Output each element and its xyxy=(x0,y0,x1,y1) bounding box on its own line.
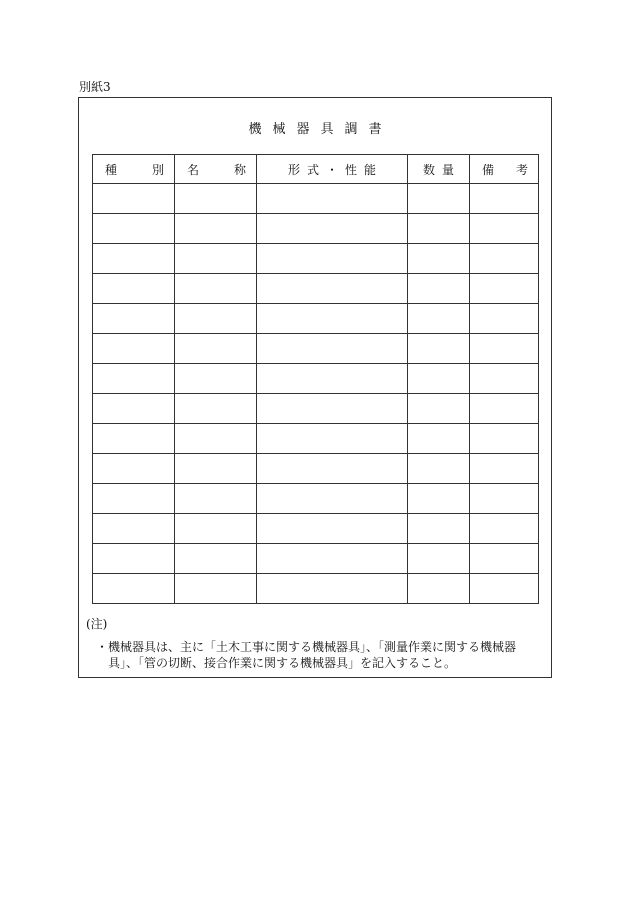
table-cell xyxy=(408,574,470,604)
table-cell xyxy=(470,214,539,244)
table-cell xyxy=(257,214,408,244)
table-cell xyxy=(93,364,175,394)
table-cell xyxy=(470,304,539,334)
table-cell xyxy=(175,544,257,574)
table-cell xyxy=(93,544,175,574)
table-cell xyxy=(93,454,175,484)
col-header-quantity-label: 数量 xyxy=(422,162,461,177)
table-cell xyxy=(175,304,257,334)
table-row xyxy=(93,484,539,514)
table-cell xyxy=(93,184,175,214)
table-cell xyxy=(470,184,539,214)
table-cell xyxy=(470,334,539,364)
table-row xyxy=(93,304,539,334)
table-cell xyxy=(257,304,408,334)
table-row xyxy=(93,514,539,544)
note-text: 機械器具は、主に「土木工事に関する機械器具」、「測量作業に関する機械器具」、「管の切断、接合作業に関する機械器具」を記入すること。 xyxy=(108,640,517,670)
table-cell xyxy=(408,244,470,274)
table-cell xyxy=(257,274,408,304)
col-header-name-char-2: 称 xyxy=(233,162,246,177)
col-header-type-char-1: 種 xyxy=(105,162,118,177)
table-cell xyxy=(470,514,539,544)
table-cell xyxy=(408,424,470,454)
table-cell xyxy=(93,304,175,334)
table-cell xyxy=(175,274,257,304)
table-cell xyxy=(93,574,175,604)
table-cell xyxy=(470,574,539,604)
table-row xyxy=(93,544,539,574)
table-cell xyxy=(408,334,470,364)
table-cell xyxy=(175,364,257,394)
table-cell xyxy=(175,484,257,514)
col-header-name xyxy=(175,155,257,184)
table-row xyxy=(93,574,539,604)
table-row xyxy=(93,334,539,364)
table-cell xyxy=(257,514,408,544)
table-cell xyxy=(470,244,539,274)
table-row xyxy=(93,184,539,214)
table-cell xyxy=(257,394,408,424)
table-cell xyxy=(257,424,408,454)
table-cell xyxy=(257,544,408,574)
table-cell xyxy=(470,394,539,424)
table-cell xyxy=(175,514,257,544)
table-cell xyxy=(175,184,257,214)
table-cell xyxy=(408,484,470,514)
table-cell xyxy=(408,394,470,424)
table-row xyxy=(93,454,539,484)
table-cell xyxy=(175,334,257,364)
col-header-type xyxy=(93,155,175,184)
table-row xyxy=(93,364,539,394)
table-cell xyxy=(257,334,408,364)
table-cell xyxy=(93,484,175,514)
table-cell xyxy=(93,334,175,364)
table-cell xyxy=(408,454,470,484)
table-cell xyxy=(470,424,539,454)
table-cell xyxy=(408,184,470,214)
table-cell xyxy=(93,244,175,274)
table-cell xyxy=(470,274,539,304)
attachment-label: 別紙3 xyxy=(79,80,111,94)
table-cell xyxy=(408,514,470,544)
col-header-remarks-char-1: 備 xyxy=(482,162,495,177)
col-header-remarks-char-2: 考 xyxy=(515,162,528,177)
table-row xyxy=(93,394,539,424)
col-header-remarks xyxy=(470,155,539,184)
table-cell xyxy=(257,364,408,394)
table-cell xyxy=(408,304,470,334)
table-cell xyxy=(175,454,257,484)
table-cell xyxy=(175,574,257,604)
col-header-quantity xyxy=(408,155,470,184)
table-cell xyxy=(408,274,470,304)
col-header-type-char-2: 別 xyxy=(151,162,164,177)
col-header-name-char-1: 名 xyxy=(187,162,200,177)
col-header-spec xyxy=(257,155,408,184)
document-frame xyxy=(78,97,552,678)
table-cell xyxy=(257,484,408,514)
table-cell xyxy=(257,244,408,274)
table-cell xyxy=(470,364,539,394)
table-row xyxy=(93,424,539,454)
table-row xyxy=(93,274,539,304)
table-cell xyxy=(93,394,175,424)
note-bullet: ・ xyxy=(96,640,109,654)
notes-heading: (注) xyxy=(86,617,108,631)
table-cell xyxy=(175,214,257,244)
table-cell xyxy=(175,244,257,274)
table-cell xyxy=(470,454,539,484)
table-cell xyxy=(408,214,470,244)
table-cell xyxy=(93,274,175,304)
equipment-table xyxy=(92,154,539,604)
table-row xyxy=(93,214,539,244)
table-cell xyxy=(408,544,470,574)
table-cell xyxy=(257,454,408,484)
table-cell xyxy=(257,184,408,214)
table-row xyxy=(93,244,539,274)
table-cell xyxy=(408,364,470,394)
table-cell xyxy=(93,424,175,454)
document-title: 機械器具調書 xyxy=(248,122,393,137)
table-cell xyxy=(175,394,257,424)
table-body xyxy=(93,184,539,604)
table-cell xyxy=(470,544,539,574)
table-header-row xyxy=(93,155,539,184)
table-cell xyxy=(175,424,257,454)
col-header-spec-label: 形式・性能 xyxy=(287,162,383,177)
note-item xyxy=(96,639,546,671)
table-cell xyxy=(470,484,539,514)
table-cell xyxy=(257,574,408,604)
table-cell xyxy=(93,514,175,544)
table-cell xyxy=(93,214,175,244)
